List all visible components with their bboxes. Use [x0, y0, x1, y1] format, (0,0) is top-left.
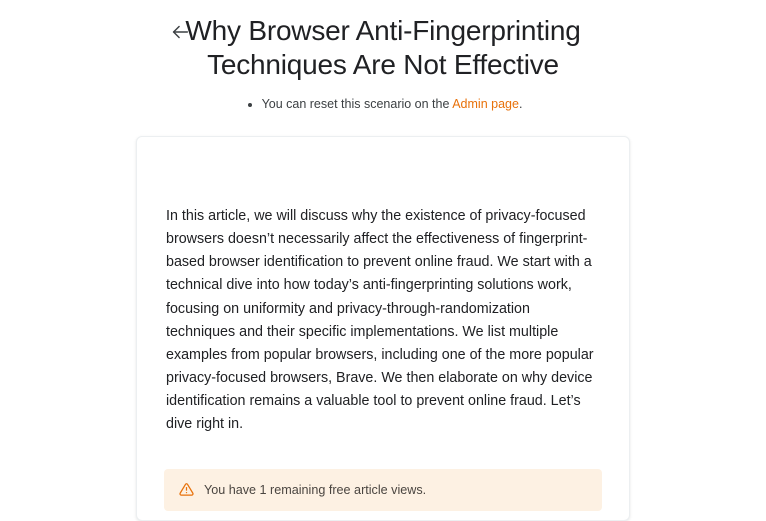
warning-triangle-icon — [178, 482, 194, 498]
scenario-hint-list — [244, 96, 523, 114]
list-item — [262, 96, 523, 114]
arrow-left-icon — [169, 21, 191, 43]
scenario-hint-suffix: . — [518, 97, 523, 112]
scenario-hint-prefix: You can reset this scenario on the — [261, 97, 453, 112]
admin-page-link[interactable]: Admin page — [452, 97, 519, 112]
page-header — [0, 0, 766, 114]
free-views-notice-text: You have 1 remaining free article views. — [204, 482, 427, 497]
article-body: In this article, we will discuss why the existence of privacy-focused browsers doesn’t necessarily affect the effectiveness of fingerprint-based browser identification to prevent online fraud. We start with a technical dive into how today’s anti-fingerprinting solutions work, focusing on uniformity and privacy-through-randomization techniques and their specific implementations. We list multiple examples from popular browsers, including one of the more popular privacy-focused browsers, Brave. We then elaborate on why device identification remains a valuable tool to prevent online fraud. Let’s dive right in. — [166, 208, 594, 433]
back-button[interactable] — [168, 20, 192, 44]
article-card — [136, 136, 630, 521]
free-views-notice — [164, 469, 602, 511]
scenario-hint — [0, 96, 766, 114]
page-title: Why Browser Anti-Fingerprinting Techniques Are Not Effective — [185, 15, 581, 81]
